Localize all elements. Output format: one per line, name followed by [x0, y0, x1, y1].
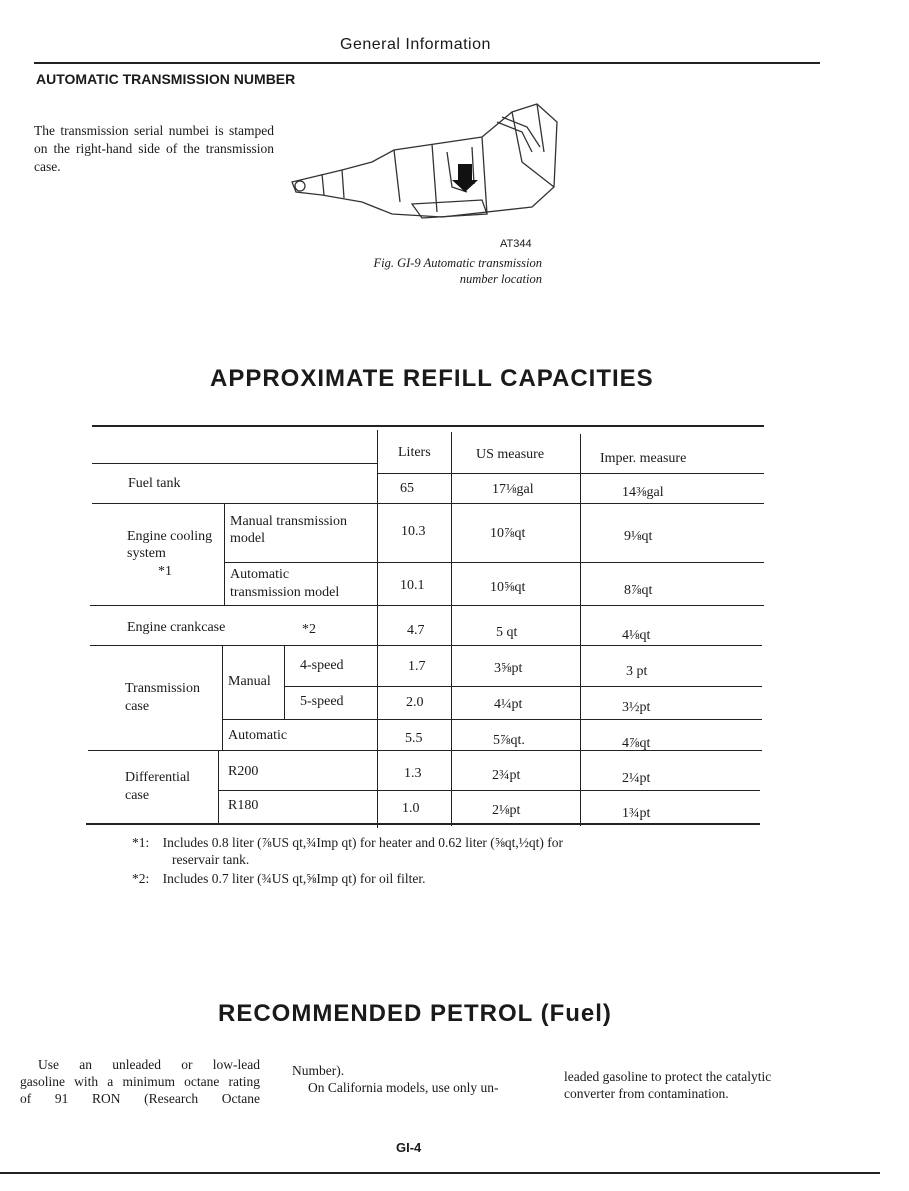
recommended-petrol-title: RECOMMENDED PETROL (Fuel) [218, 1000, 612, 1027]
differential-r200-imp: 2¼pt [622, 771, 651, 786]
transmission-manual-label: Manual [228, 674, 271, 689]
transmission-4speed-label: 4-speed [300, 658, 344, 673]
footnote-2-text: Includes 0.7 liter (¾US qt,⅝Imp qt) for oil filter. [162, 871, 426, 886]
table-rule-bottom [86, 823, 760, 825]
table-col-rule [284, 645, 285, 719]
cooling-manual-label-2: model [230, 531, 265, 546]
footnote-1-text: Includes 0.8 liter (⅞US qt,¾Imp qt) for heater and 0.62 liter (⅝qt,½qt) for [162, 835, 564, 850]
cooling-auto-us: 10⅝qt [490, 580, 526, 595]
petrol-col3-line-2: converter from contamination. [564, 1086, 729, 1101]
figure-caption-line-1: Fig. GI-9 Automatic transmission [373, 256, 542, 270]
table-rule [284, 686, 762, 687]
crankcase-liters: 4.7 [407, 623, 425, 638]
transmission-automatic-us: 5⅞qt. [493, 733, 525, 748]
cooling-auto-liters: 10.1 [400, 578, 425, 593]
petrol-col2-line-1: Number). [292, 1063, 345, 1078]
table-col-rule [224, 503, 225, 605]
differential-r180-imp: 1¾pt [622, 806, 651, 821]
row-label-differential-case: Differential [125, 770, 191, 785]
col-header-imp: Imper. measure [600, 451, 687, 466]
crankcase-imp: 4⅛qt [622, 628, 651, 643]
section-title-transmission-number: AUTOMATIC TRANSMISSION NUMBER [36, 71, 296, 87]
footer-rule [0, 1172, 880, 1174]
cooling-auto-label-2: transmission model [230, 585, 340, 600]
transmission-5speed-label: 5-speed [300, 694, 344, 709]
transmission-5speed-liters: 2.0 [406, 695, 424, 710]
cooling-auto-label-1: Automatic [230, 567, 290, 582]
footnote-1-continued: reservair tank. [172, 852, 250, 867]
petrol-column-1 [20, 1056, 260, 1107]
fuel-imp: 14⅜gal [622, 485, 664, 500]
table-col-rule [218, 750, 219, 825]
figure-caption [300, 255, 542, 287]
differential-r200-label: R200 [228, 764, 259, 779]
footnote-1 [132, 834, 563, 851]
transmission-serial-paragraph: The transmission serial numbei is stamped on the right-hand side of the transmission case. [34, 123, 274, 174]
transmission-5speed-us: 4¼pt [494, 697, 523, 712]
automatic-transmission-illustration [282, 92, 572, 232]
petrol-column-3 [564, 1068, 864, 1102]
table-col-rule [377, 430, 378, 828]
crankcase-footnote-mark: *2 [302, 622, 316, 637]
transmission-4speed-us: 3⅝pt [494, 661, 523, 676]
cooling-manual-imp: 9⅛qt [624, 529, 653, 544]
cooling-auto-imp: 8⅞qt [624, 583, 653, 598]
transmission-automatic-liters: 5.5 [405, 731, 423, 746]
table-col-rule [451, 432, 452, 826]
page-header-title: General Information [340, 36, 491, 53]
table-col-rule [580, 434, 581, 826]
col-header-liters: Liters [398, 445, 431, 460]
table-rule [90, 645, 762, 646]
table-rule-top [92, 425, 764, 427]
refill-capacities-title: APPROXIMATE REFILL CAPACITIES [210, 365, 654, 392]
transmission-automatic-label: Automatic [228, 728, 288, 743]
figure-caption-line-2: number location [459, 272, 542, 286]
table-col-rule [222, 645, 223, 750]
fuel-liters: 65 [400, 481, 414, 496]
table-rule [224, 562, 764, 563]
table-rule [88, 750, 762, 751]
cooling-manual-liters: 10.3 [401, 524, 426, 539]
differential-r200-us: 2¾pt [492, 768, 521, 783]
petrol-col1-line-3: of 91 RON (Research Octane [20, 1091, 260, 1106]
header-rule [34, 62, 820, 64]
figure-code: AT344 [500, 238, 532, 250]
row-label-transmission-case: Transmission [125, 681, 200, 696]
cooling-manual-label-1: Manual transmission [230, 514, 348, 529]
row-label-differential-case-2: case [125, 788, 150, 803]
table-rule [92, 503, 764, 504]
petrol-col2-line-2: On California models, use only un- [308, 1080, 499, 1095]
petrol-col1-line-1: Use an unleaded or low-lead [38, 1057, 260, 1072]
footnote-2-mark: *2: [132, 871, 150, 886]
transmission-4speed-imp: 3 pt [626, 664, 648, 679]
petrol-column-2 [292, 1062, 532, 1096]
footnote-2 [132, 870, 425, 887]
row-label-fuel-tank: Fuel tank [128, 476, 181, 491]
differential-r180-us: 2⅛pt [492, 803, 521, 818]
table-rule [218, 790, 760, 791]
row-label-engine-cooling: Engine cooling [127, 529, 213, 544]
engine-cooling-footnote-mark: *1 [158, 564, 172, 579]
transmission-automatic-imp: 4⅞qt [622, 736, 651, 751]
row-label-engine-cooling-2: system [127, 546, 166, 561]
transmission-5speed-imp: 3½pt [622, 700, 651, 715]
petrol-col3-line-1: leaded gasoline to protect the catalytic [564, 1069, 772, 1084]
row-label-transmission-case-2: case [125, 699, 150, 714]
table-rule [90, 605, 764, 606]
petrol-col1-line-2: gasoline with a minimum octane rating [20, 1074, 260, 1089]
crankcase-us: 5 qt [496, 625, 518, 640]
differential-r180-liters: 1.0 [402, 801, 420, 816]
transmission-4speed-liters: 1.7 [408, 659, 426, 674]
differential-r180-label: R180 [228, 798, 259, 813]
col-header-us: US measure [476, 447, 545, 462]
differential-r200-liters: 1.3 [404, 766, 422, 781]
table-rule [222, 719, 762, 720]
footnote-1-mark: *1: [132, 835, 150, 850]
table-rule [378, 473, 764, 474]
cooling-manual-us: 10⅞qt [490, 526, 526, 541]
table-rule [92, 463, 378, 464]
fuel-us: 17⅛gal [492, 482, 534, 497]
page-number: GI-4 [396, 1140, 422, 1155]
row-label-engine-crankcase: Engine crankcase [127, 620, 226, 635]
